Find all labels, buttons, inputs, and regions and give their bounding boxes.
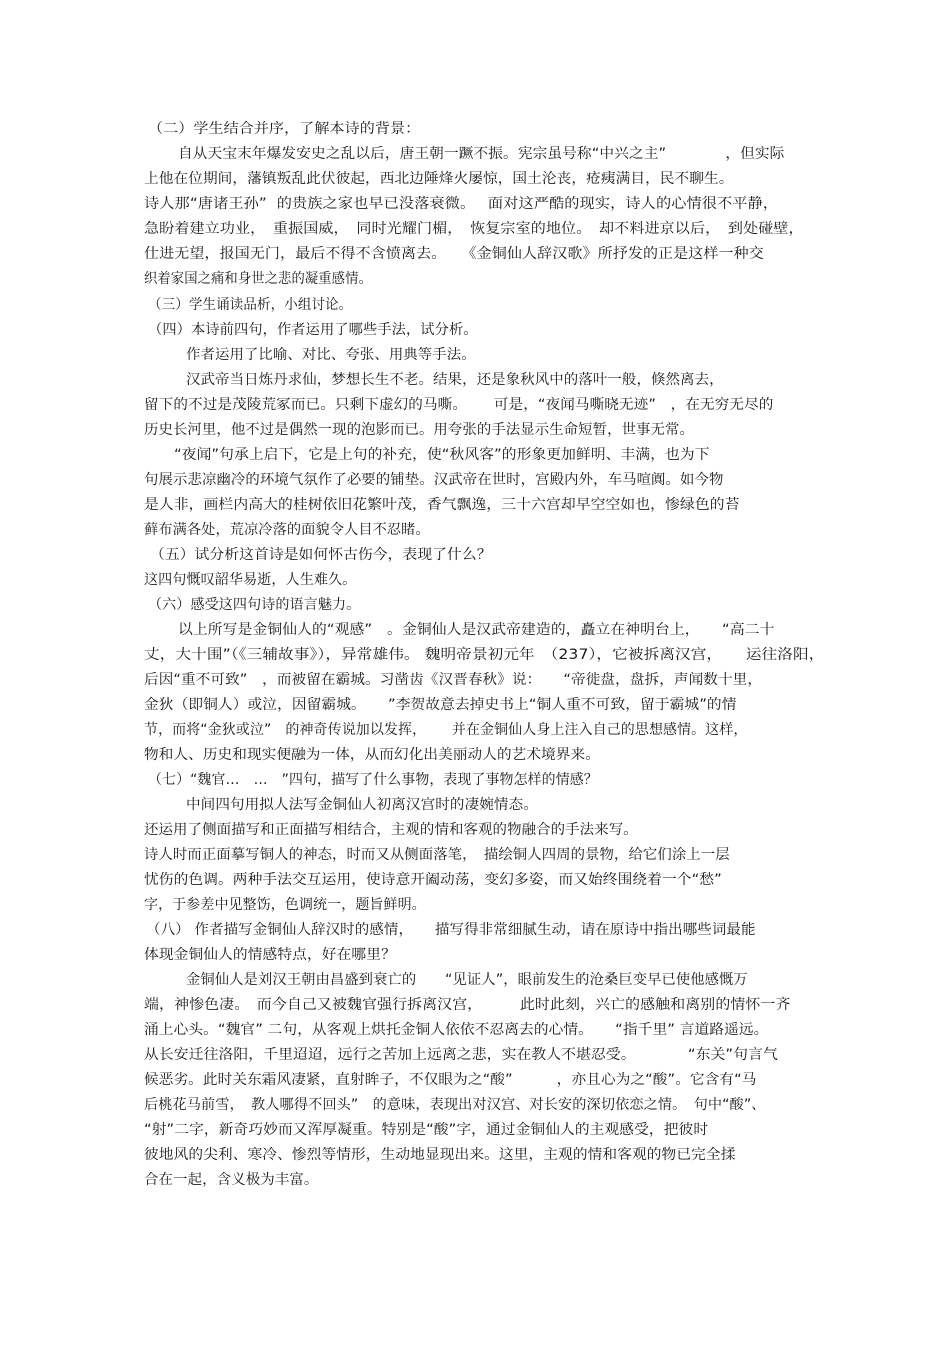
section-heading-2: （二）学生结合并序，了解本诗的背景：	[148, 121, 421, 137]
paragraph-line: 留下的不过是茂陵荒冢而已。只剩下虚幻的马嘶。 可是，“夜闻马嘶晓无迹” ，在无穷无尽的	[144, 397, 774, 413]
paragraph-line: 合在一起，含义极为丰富。	[144, 1172, 319, 1188]
paragraph-line: 物和人、历史和现实便融为一体，从而幻化出美丽动人的艺术境界来。	[144, 747, 600, 763]
paragraph-line: 句展示悲凉幽冷的环境气氛作了必要的铺垫。汉武帝在世时，宫殿内外，车马喧阗。如今物	[144, 472, 724, 488]
section-heading-6: （六）感受这四句诗的语言魅力。	[148, 597, 361, 613]
paragraph-line: 仕进无望，报国无门，最后不得不含愤离去。 《金铜仙人辞汉歌》所抒发的正是这样一种交	[144, 246, 764, 262]
section-heading-7: （七）“魏官… … ”四句，描写了什么事物，表现了事物怎样的情感？	[148, 772, 598, 788]
paragraph-line: 从长安迁往洛阳，千里迢迢，远行之苦加上远离之悲，实在教人不堪忍受。 “东关”句言气	[144, 1047, 778, 1063]
paragraph-line: 候恶劣。此时关东霜风凄紧，直射眸子，不仅眼为之“酸” ，亦且心为之“酸”。它含有“马	[144, 1072, 757, 1088]
section-heading-8: （八） 作者描写金铜仙人辞汉时的感情， 描写得非常细腻生动，请在原诗中指出哪些词最能	[146, 922, 756, 938]
paragraph-line: 是人非，画栏内高大的桂树依旧花繁叶茂，香气飘逸，三十六宫却早空空如也，惨绿色的苔	[144, 497, 740, 513]
paragraph-line: 自从天宝末年爆发安史之乱以后，唐王朝一蹶不振。宪宗虽号称“中兴之主” ，但实际	[178, 146, 785, 162]
paragraph-line: 藓布满各处，荒凉冷落的面貌令人目不忍睹。	[144, 522, 430, 538]
section-heading-5: （五）试分析这首诗是如何怀古伤今，表现了什么？	[150, 547, 492, 563]
paragraph-line: 还运用了侧面描写和正面描写相结合，主观的情和客观的物融合的手法来写。	[144, 822, 638, 838]
paragraph-line: 后桃花马前雪， 教人哪得不回头” 的意味，表现出对汉宫、对长安的深切依恋之情。 句中“酸”、	[144, 1097, 766, 1113]
paragraph-line: 字，于参差中见整饬，色调统一，题旨鲜明。	[144, 897, 426, 913]
paragraph-line: 历史长河里，他不过是偶然一现的泡影而已。用夸张的手法显示生命短暂，世事无常。	[144, 422, 694, 438]
paragraph-line: 体现金铜仙人的情感特点，好在哪里？	[144, 947, 396, 963]
paragraph-line: “射”二字，新奇巧妙而又浑厚凝重。特别是“酸”字，通过金铜仙人的主观感受，把彼时	[144, 1122, 709, 1138]
paragraph-line: 诗人时而正面摹写铜人的神态，时而又从侧面落笔， 描绘铜人四周的景物，给它们涂上一层	[144, 847, 730, 863]
paragraph-line: 端，神惨色凄。 而今自己又被魏官强行拆离汉宫， 此时此刻，兴亡的感触和离别的情怀一齐	[144, 997, 791, 1013]
paragraph-line: 中间四句用拟人法写金铜仙人初离汉宫时的凄婉情态。	[186, 797, 538, 813]
paragraph-line: 上他在位期间，藩镇叛乱此伏彼起，西北边陲烽火屡惊，国土沦丧，疮痍满目，民不聊生。	[144, 171, 734, 187]
paragraph-line: 诗人那“唐诸王孙” 的贵族之家也早已没落衰微。 面对这严酷的现实，诗人的心情很不平静，	[144, 196, 779, 212]
paragraph-line: 后因“重不可致” ，而被留在霸城。习凿齿《汉晋春秋》说： “帝徙盘，盘拆，声闻数十里，	[144, 672, 763, 688]
paragraph-line: 忧伤的色调。两种手法交互运用，使诗意开阖动荡，变幻多姿，而又始终围绕着一个“愁”	[144, 872, 722, 888]
paragraph-line: 以上所写是金铜仙人的“观感” 。金铜仙人是汉武帝建造的，矗立在神明台上， “高二十	[178, 622, 775, 638]
paragraph-line: 节，而将“金狄或泣” 的神奇传说加以发挥， 并在金铜仙人身上注入自己的思想感情。这样，	[144, 722, 748, 738]
paragraph-line: 织着家国之痛和身世之悲的凝重感情。	[144, 271, 372, 287]
paragraph-line: 这四句慨叹韶华易逝，人生难久。	[144, 572, 357, 588]
paragraph-line: 涌上心头。“魏官” 二句，从客观上烘托金铜人依依不忍离去的心情。 “指千里” 言道路遥远。	[144, 1022, 769, 1038]
paragraph-line: 丈，大十围”（《三辅故事》），异常雄伟。 魏明帝景初元年 （237），它被拆离汉宫， 运往洛阳，	[144, 647, 825, 663]
section-heading-4: （四）本诗前四句，作者运用了哪些手法，试分析。	[148, 322, 478, 338]
paragraph-line: 金狄（即铜人）或泣，因留霸城。 ”李贺故意去掉史书上“铜人重不可致，留于霸城”的情	[144, 697, 737, 713]
paragraph-line: “夜闻”句承上启下，它是上句的补充，使“秋风客”的形象更加鲜明、丰满，也为下	[174, 447, 710, 463]
paragraph-line: 急盼着建立功业， 重振国威， 同时光耀门楣， 恢复宗室的地位。 却不料进京以后， 到处碰壁，	[144, 221, 804, 237]
paragraph-line: 彼地风的尖利、寒冷、惨烈等情形，生动地显现出来。这里，主观的情和客观的物已完全揉	[144, 1147, 736, 1163]
section-heading-3: （三）学生诵读品析，小组讨论。	[148, 297, 353, 313]
paragraph-line: 金铜仙人是刘汉王朝由昌盛到衰亡的 “见证人”，眼前发生的沧桑巨变早已使他感慨万	[186, 972, 748, 988]
paragraph-line: 作者运用了比喻、对比、夸张、用典等手法。	[186, 347, 476, 363]
paragraph-line: 汉武帝当日炼丹求仙，梦想长生不老。结果，还是象秋风中的落叶一般，倏然离去，	[186, 372, 724, 388]
